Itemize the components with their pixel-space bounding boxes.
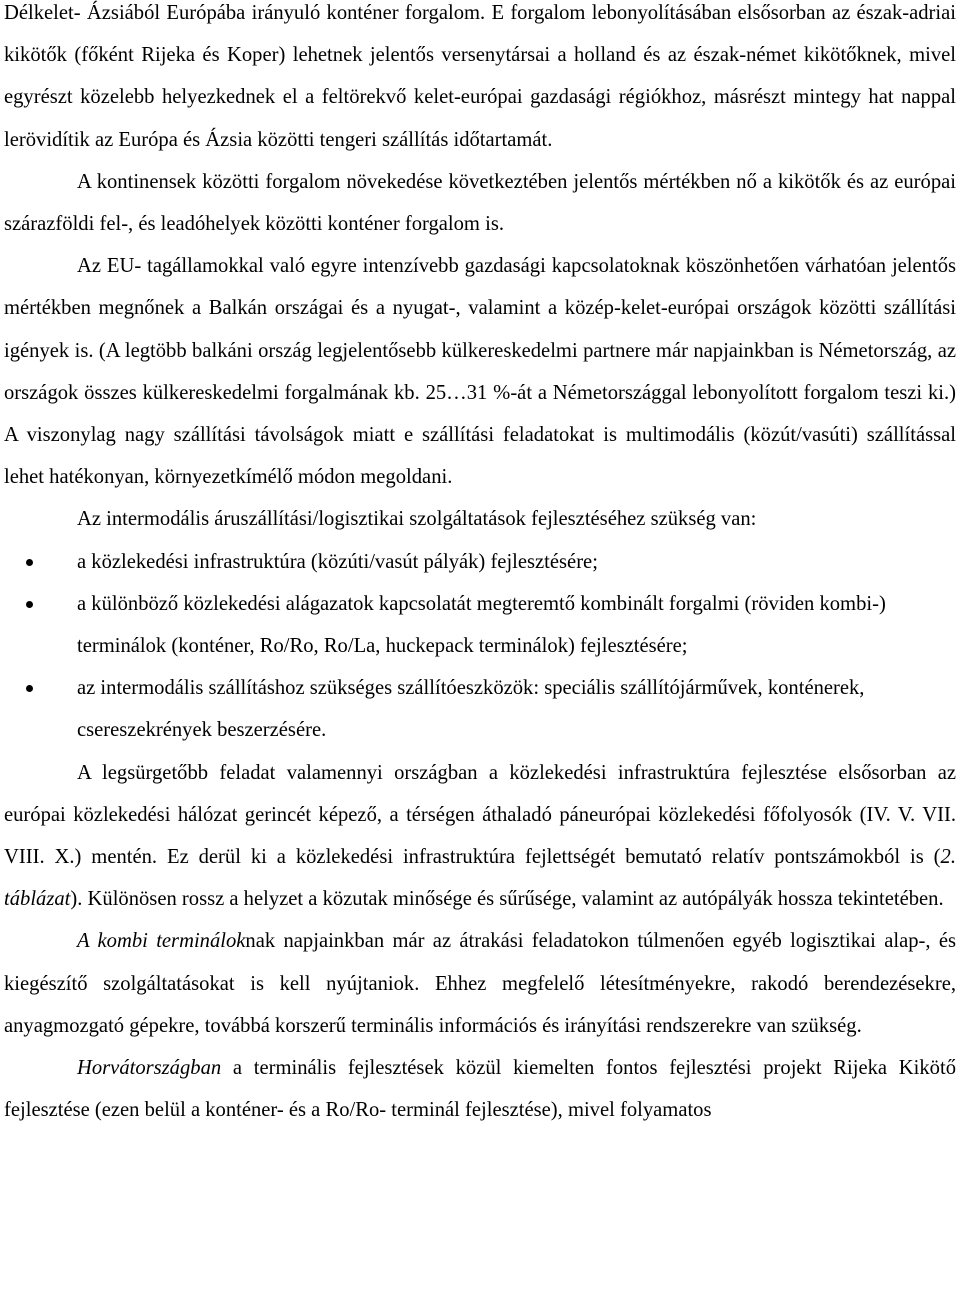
list-item [4,541,956,583]
infrastructure-text-start: A legsürgetőbb feladat valamennyi országban a közlekedési infrastruktúra fejlesztése elsősorban az európai közlekedési hálózat gerincét képező, a térségen áthaladó páneurópai közlekedési főfolyosók (IV. V. VII. VIII. X.) mentén. Ez derül ki a közlekedési infrastruktúra fejlettségét bemutató relatív pontszámokból is ( [4,761,956,869]
paragraph-croatia [4,1047,956,1131]
bullet-dot-icon [26,685,33,692]
document-page [4,0,956,1131]
croatia-text: a terminális fejlesztések közül kiemelten fontos fejlesztési projekt Rijeka Kikötő fejlesztése (ezen belül a konténer- és a Ro/Ro- terminál fejlesztése), mivel folyamatos [4,1057,956,1122]
paragraph-eu-relations: Az EU- tagállamokkal való egyre intenzívebb gazdasági kapcsolatoknak köszönhetően várhatóan jelentős mértékben megnőnek a Balkán országai és a nyugat-, valamint a közép-kelet-európai országok közötti szállítási igények is. (A legtöbb balkáni ország legjelentősebb külkereskedelmi partnere már napjainkban is Németország, az országok összes külkereskedelmi forgalmának kb. 25…31 %-át a Németországgal lebonyolított forgalom teszi ki.) A viszonylag nagy szállítási távolságok miatt e szállítási feladatokat is multimodális (közút/vasúti) szállítással lehet hatékonyan, környezetkímélő módon megoldani. [4,255,956,489]
bullet-list [4,541,956,752]
list-item [4,583,956,667]
paragraph-infrastructure-priority [4,752,956,921]
bullet-dot-icon [26,559,33,566]
list-item-text: a közlekedési infrastruktúra (közúti/vasút pályák) fejlesztésére; [77,550,598,573]
combi-terminals-text: nak napjainkban már az átrakási feladatokon túlmenően egyéb logisztikai alap-, és kiegészítő szolgáltatásokat is kell nyújtaniok. Ehhez megfelelő létesítményekre, rakodó berendezésekre, anyagmozgató gépekre, továbbá korszerű terminális információs és irányítási rendszerekre van szükség. [4,930,956,1037]
combi-terminals-emphasis: A kombi terminálok [77,930,246,953]
list-item-text: a különböző közlekedési alágazatok kapcsolatát megteremtő kombinált forgalmi (röviden kombi-) terminálok (konténer, Ro/Ro, Ro/La, huckepack terminálok) fejlesztésére; [77,592,886,658]
table-reference: 2. táblázat [4,846,956,911]
bullet-dot-icon [26,601,33,608]
paragraph-intermodal-needs: Az intermodális áruszállítási/logisztikai szolgáltatások fejlesztéséhez szükség van: [77,508,757,531]
list-item [4,667,956,751]
croatia-emphasis: Horvátországban [77,1057,222,1080]
paragraph-combi-terminals [4,920,956,1047]
list-item-text: az intermodális szállításhoz szükséges szállítóeszközök: speciális szállítójárművek, konténerek, csereszekrények beszerzésére. [77,677,865,742]
paragraph-intercontinental-traffic: A kontinensek közötti forgalom növekedése következtében jelentős mértékben nő a kikötők és az európai szárazföldi fel-, és leadóhelyek közötti konténer forgalom is. [4,170,956,236]
infrastructure-text-end: ). Különösen rossz a helyzet a közutak minősége és sűrűsége, valamint az autópályák hossza tekintetében. [70,888,944,911]
paragraph-east-asia-traffic: Délkelet- Ázsiából Európába irányuló konténer forgalom. E forgalom lebonyolításában elsősorban az észak-adriai kikötők (főként Rijeka és Koper) lehetnek jelentős versenytársai a holland és az észak-német kikötőknek, mivel egyrészt közelebb helyezkednek el a feltörekvő kelet-európai gazdasági régiókhoz, másrészt mintegy hat nappal lerövidítik az Európa és Ázsia közötti tengeri szállítás időtartamát. [4,2,956,151]
